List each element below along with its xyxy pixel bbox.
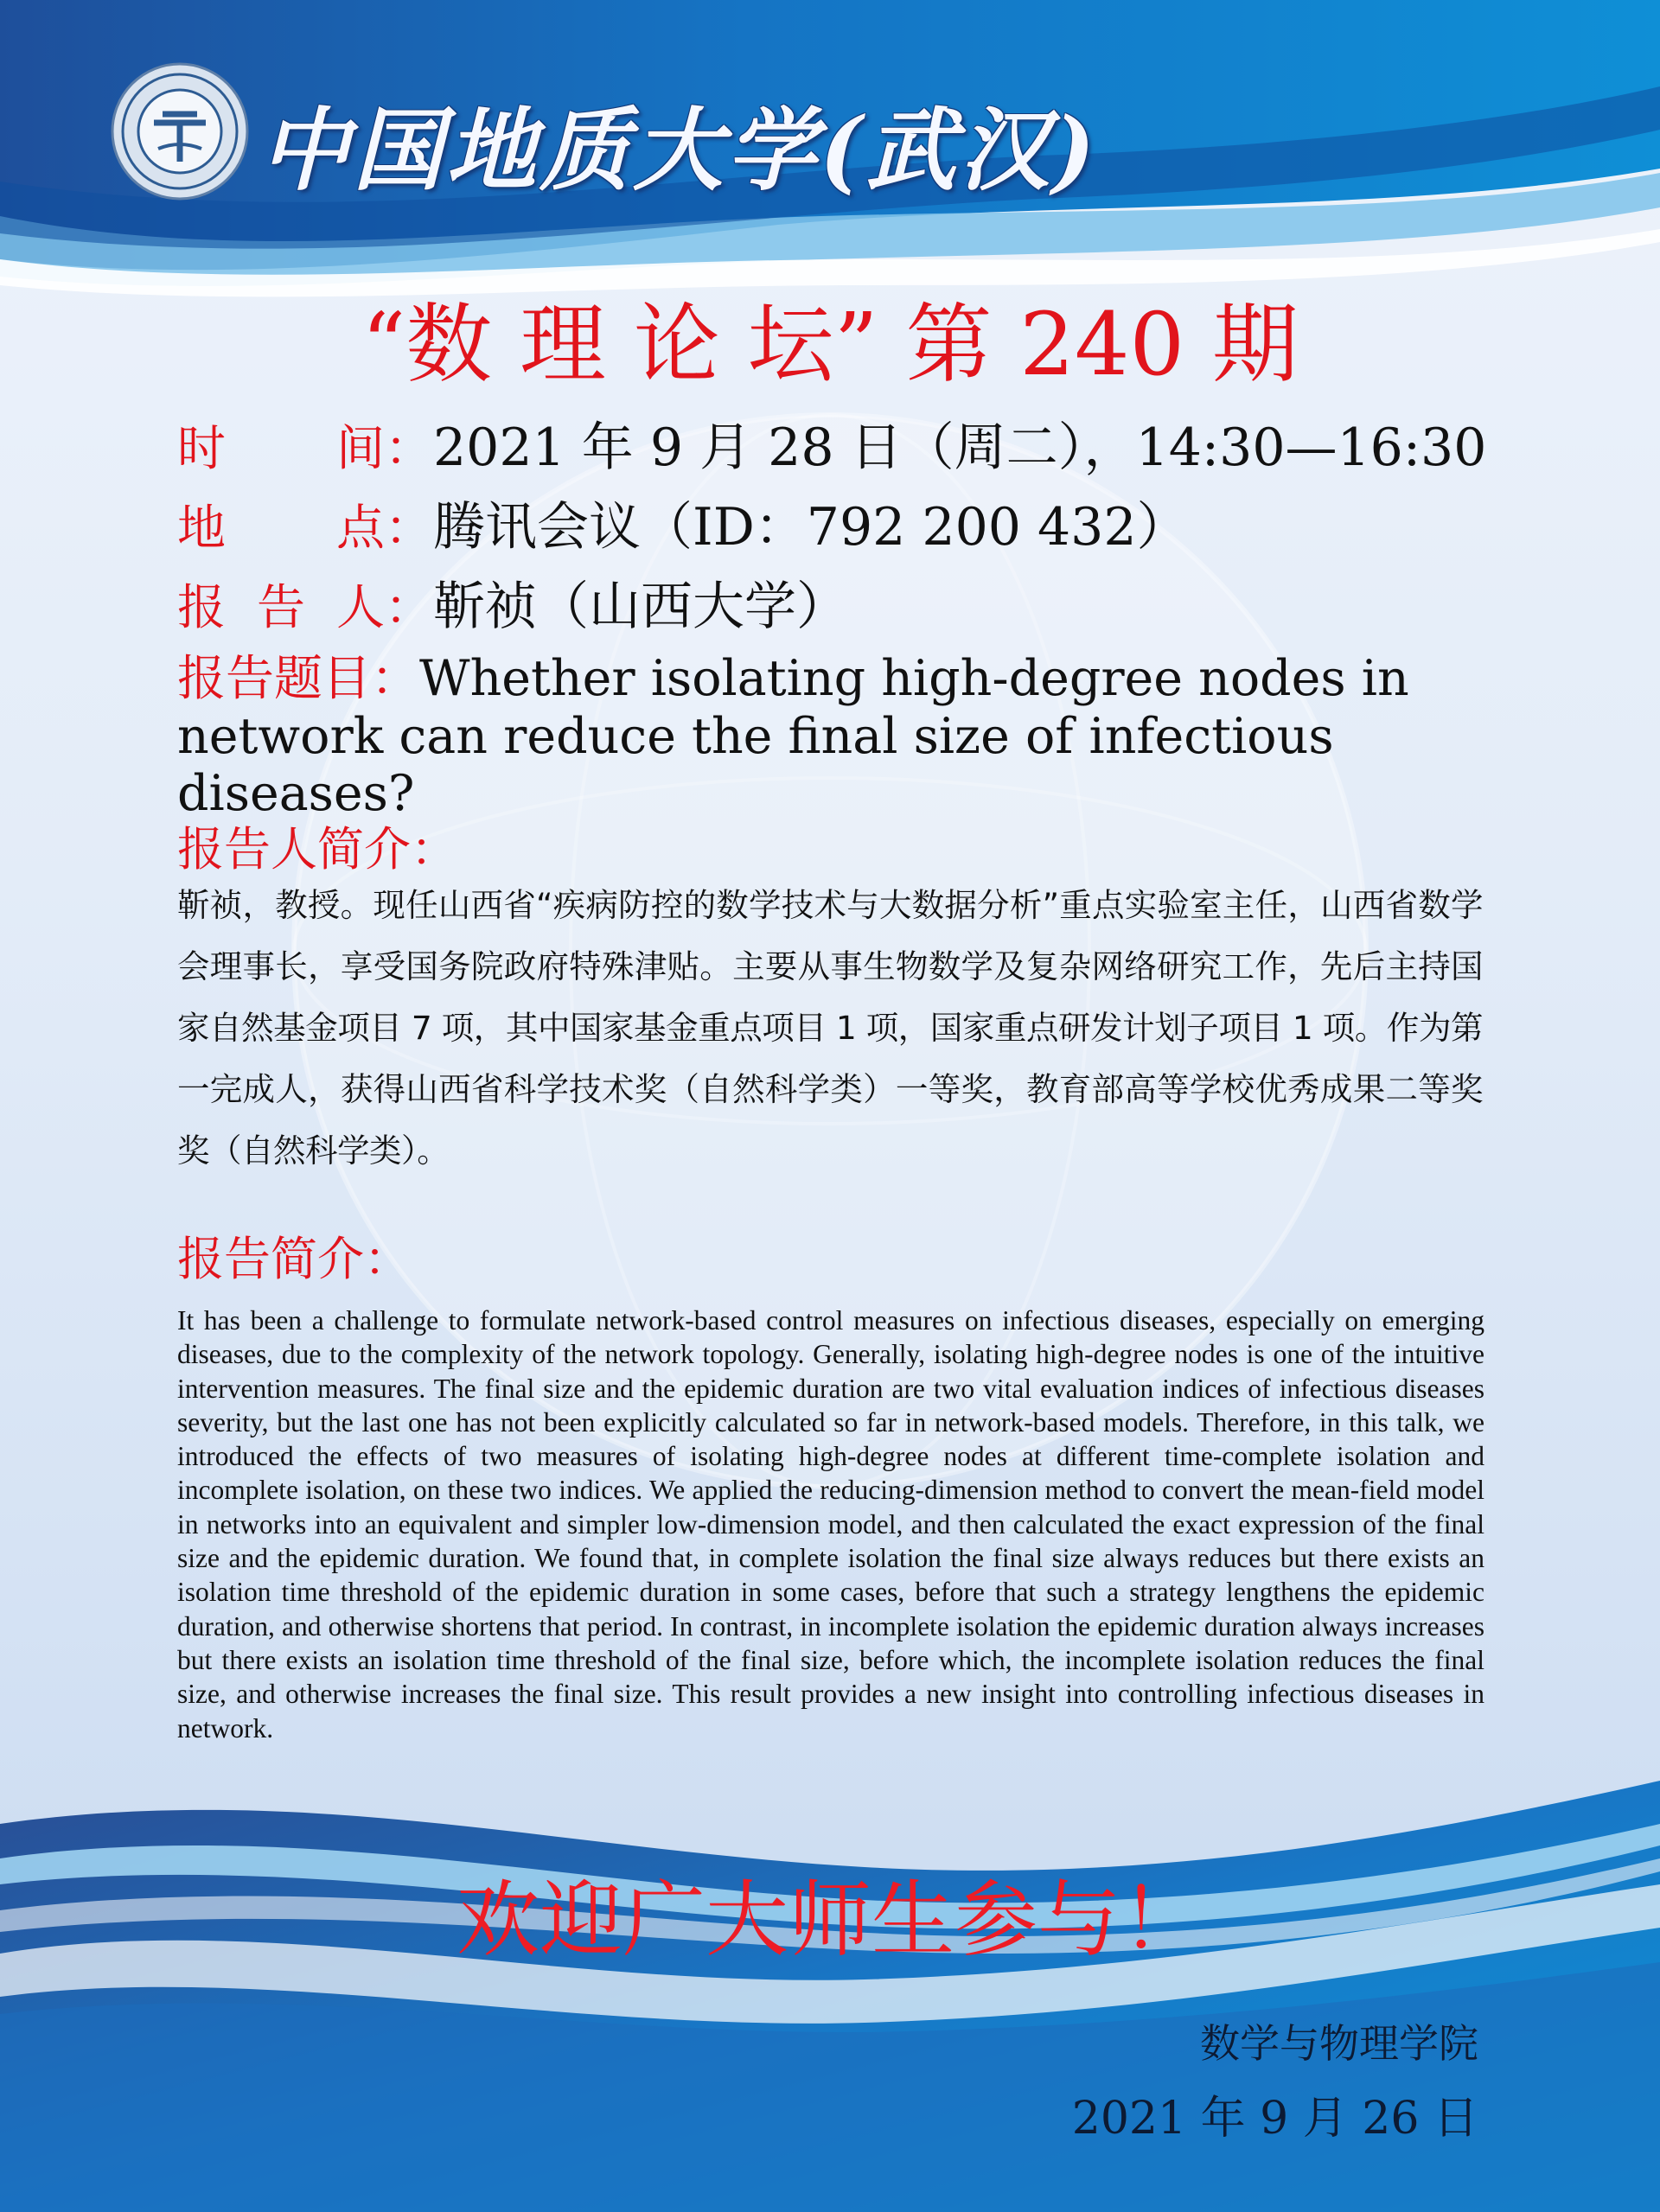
speaker-intro-heading: 报告人简介： bbox=[177, 822, 457, 877]
place-label-char: 地 bbox=[177, 500, 226, 557]
time-label bbox=[177, 411, 385, 480]
university-name: 中国地质大学(武汉) bbox=[259, 97, 1099, 203]
topic-row bbox=[177, 650, 1487, 822]
welcome-message: 欢迎广大师生参与！ bbox=[456, 1871, 1204, 1968]
department-name: 数学与物理学院 bbox=[1200, 2020, 1478, 2067]
speaker-colon: ： bbox=[385, 580, 433, 636]
place-colon: ： bbox=[385, 500, 433, 557]
time-colon: ： bbox=[385, 421, 433, 477]
topic-value: Whether isolating high-degree nodes in network can reduce the final size of infectious diseases? bbox=[177, 650, 1409, 822]
topic-label: 报告题目： bbox=[177, 651, 419, 707]
issue-date: 2021 年 9 月 26 日 bbox=[1071, 2093, 1478, 2145]
place-label-char: 点 bbox=[336, 500, 385, 557]
forum-title: “数 理 论 坛” 第 240 期 bbox=[361, 294, 1299, 395]
place-row bbox=[177, 486, 1189, 560]
time-value: 2021 年 9 月 28 日（周二），14:30—16:30 bbox=[433, 418, 1487, 478]
speaker-label-char: 人 bbox=[336, 580, 385, 636]
time-label-char: 时 bbox=[177, 421, 226, 477]
place-value: 腾讯会议（ID：792 200 432） bbox=[433, 497, 1189, 558]
speaker-row bbox=[177, 565, 848, 640]
speaker-intro-text: 靳祯，教授。现任山西省“疾病防控的数学技术与大数据分析”重点实验室主任，山西省数学会理事长，享受国务院政府特殊津贴。主要从事生物数学及复杂网络研究工作，先后主持国家自然基金项目 7 项，其中国家基金重点项目 1 项，国家重点研发计划子项目 1 项。作为第一完成人，获得山西省科学技术奖（自然科学类）一等奖，教育部高等学校优秀成果二等奖奖（自然科学类）。 bbox=[177, 886, 1483, 1170]
time-label-char: 间 bbox=[336, 421, 385, 477]
speaker-label-char: 告 bbox=[257, 580, 305, 636]
time-row bbox=[177, 406, 1486, 481]
speaker-label bbox=[177, 570, 385, 639]
talk-intro-heading: 报告简介： bbox=[177, 1232, 411, 1286]
speaker-value: 靳祯（山西大学） bbox=[433, 577, 848, 637]
speaker-label-char: 报 bbox=[177, 580, 226, 636]
place-label bbox=[177, 490, 385, 559]
talk-abstract-text: It has been a challenge to formulate network-based control measures on infectious diseases, especially on emerging diseases, due to the complexity of the network topology. Generally, isolating high-degree nodes is one of the intuitive intervention measures. The final size and the epidemic duration are two vital evaluation indices of infectious diseases severity, but the last one has not been explicitly calculated so far in network-based models. Therefore, in this talk, we introduced the effects of two measures of isolating high-degree nodes at different time-complete isolation and incomplete isolation, on these two indices. We applied the reducing-dimension method to convert the mean-field model in networks into an equivalent and simpler low-dimension model, and then calculated the exact expression of the final size and the epidemic duration. We found that, in complete isolation the final size always reduces but there exists an isolation time threshold of the epidemic duration in some cases, before that such a strategy lengthens the epidemic duration, and otherwise shortens that period. In contrast, in incomplete isolation the epidemic duration always increases but there exists an isolation time threshold of the final size, before which, the incomplete isolation reduces the final size, and otherwise increases the final size. This result provides a new insight into controlling infectious diseases in network. bbox=[177, 1305, 1484, 1743]
university-seal-icon bbox=[111, 62, 249, 201]
